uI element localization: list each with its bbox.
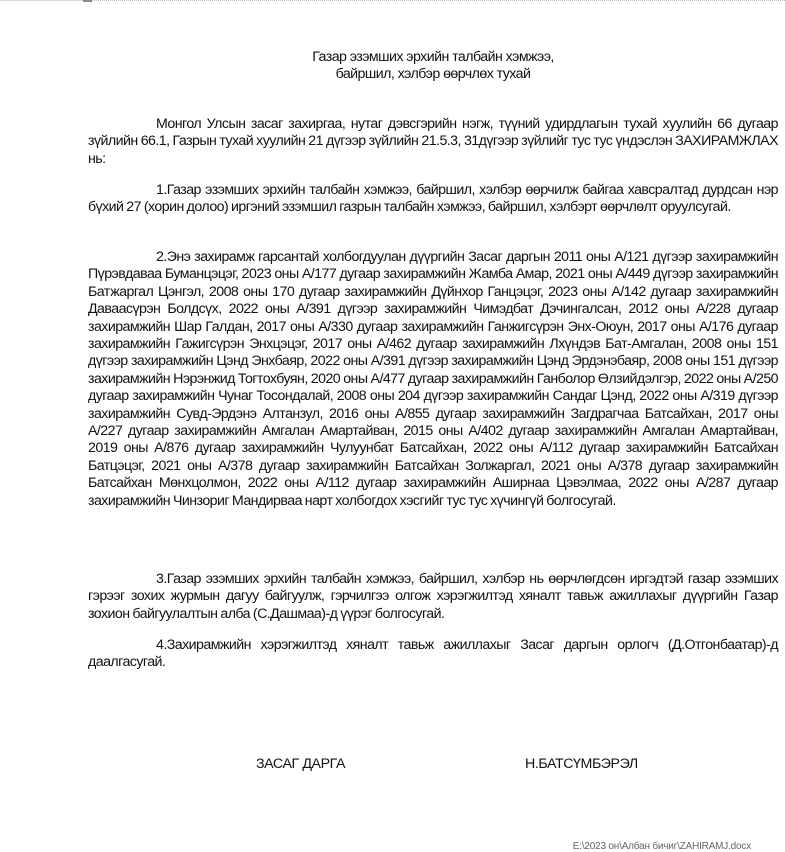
signatory-name: Н.БАТСҮМБЭРЭЛ bbox=[525, 756, 638, 772]
signature-block bbox=[88, 756, 778, 774]
clause-1: 1.Газар эзэмших эрхийн талбайн хэмжээ, байршил, хэлбэр өөрчилж байгаа хавсралтад дурдсан нэр бүхий 27 (хорин долоо) иргэний эзэмшил газрын талбайн хэмжээ, байршил, хэлбэрт өөрчлөлт оруулсугай. bbox=[88, 182, 778, 216]
ruler-solid-segment bbox=[0, 0, 83, 1]
title-line-1: Газар эзэмших эрхийн талбайн хэмжээ, bbox=[312, 49, 554, 65]
clause-4: 4.Захирамжийн хэрэгжилтэд хяналт тавьж ажиллахыг Засаг даргын орлогч (Д.Отгонбаатар)-д даалгасугай. bbox=[88, 637, 778, 671]
document-title bbox=[88, 49, 778, 83]
title-line-2: байршил, хэлбэр өөрчлөх тухай bbox=[335, 66, 531, 82]
page-top-border bbox=[0, 0, 785, 3]
clause-2: 2.Энэ захирамж гарсантай холбогдуулан дүүргийн Засаг даргын 2011 оны А/121 дүгээр захирамжийн Пүрэвдаваа Буманцэцэг, 2023 оны А/177 дугаар захирамжийн Жамба Амар, 2021 оны А/449 дүгээр захирамжийн Батжаргал Цэнгэл, 2008 оны 170 дугаар захирамжийн Дүйнхор Ганцэцэг, 2023 оны А/142 дугаар захирамжийн Даваасүрэн Болдсүх, 2022 оны А/391 дүгээр захирамжийн Чимэдбат Дэчингалсан, 2012 оны А/228 дугаар захирамжийн Шар Галдан, 2017 оны А/330 дугаар захирамжийн Ганжигсүрэн Энх-Оюун, 2017 оны А/176 дугаар захирамжийн Гажигсүрэн Энхцэцэг, 2017 оны А/462 дугаар захирамжийн Лхүндэв Бат-Амгалан, 2008 оны 151 дүгээр захирамжийн Цэнд Энхбаяр, 2022 оны А/391 дүгээр захирамжийн Цэнд Эрдэнэбаяр, 2008 оны 151 дүгээр захирамжийн Нэрэнжид Тогтохбуян, 2020 оны А/477 дугаар захирамжийн Ганболор Өлзийдэлгэр, 2022 оны А/250 дугаар захирамжийн Чунаг Тосондалай, 2008 оны 204 дүгээр захирамжийн Сандаг Цэнд, 2022 оны А/319 дүгээр захирамжийн Сувд-Эрдэнэ Алтанзул, 2016 оны А/855 дугаар захирамжийн Загдрагчаа Батсайхан, 2017 оны А/227 дугаар захирамжийн Амгалан Амартайван, 2015 оны А/402 дугаар захирамжийн Амгалан Амартайван, 2019 оны А/876 дугаар захирамжийн Чулуунбат Батсайхан, 2022 оны А/112 дугаар захирамжийн Батсайхан Батцэцэг, 2021 оны А/378 дугаар захирамжийн Батсайхан Золжаргал, 2021 оны А/378 дугаар захирамжийн Батсайхан Мөнхцолмон, 2022 оны А/112 дугаар захирамжийн Аширнаа Цэвэлмаа, 2022 оны А/287 дугаар захирамжийн Чинзориг Мандирваа нарт холбогдох хэсгийг тус тус хүчингүй болгосугай. bbox=[88, 249, 778, 509]
ruler-marker bbox=[83, 0, 92, 2]
signatory-title: ЗАСАГ ДАРГА bbox=[256, 756, 346, 772]
intro-paragraph: Монгол Улсын засаг захиргаа, нутаг дэвсгэрийн нэгж, түүний удирдлагын тухай хуулийн 66 дугаар зүйлийн 66.1, Газрын тухай хуулийн 21 дүгээр зүйлийн 21.5.3, 31дүгээр зүйлийг тус тус үндэслэн ЗАХИРАМЖЛАХ нь: bbox=[88, 116, 778, 167]
file-path-footer: E:\2023 он\Албан бичиг\ZAHIRAMJ.docx bbox=[572, 841, 751, 852]
clause-3: 3.Газар эзэмших эрхийн талбайн хэмжээ, байршил, хэлбэр нь өөрчлөгдсөн иргэдтэй газар эзэмших гэрээг зохих журмын дагуу байгуулж, гэрчилгээ олгож хэрэгжилтэд хяналт тавьж ажиллахыг дүүргийн Газар зохион байгуулалтын алба (С.Дашмаа)-д үүрэг болгосугай. bbox=[88, 571, 778, 622]
